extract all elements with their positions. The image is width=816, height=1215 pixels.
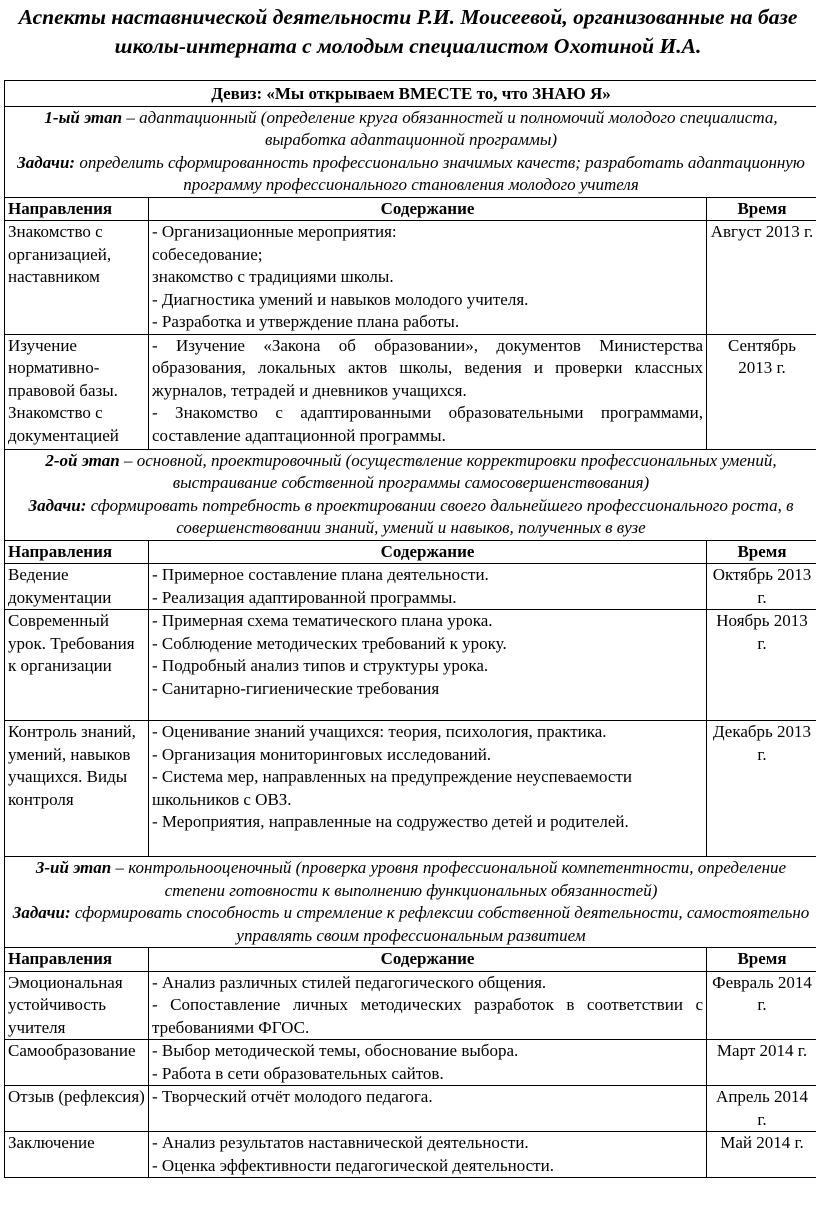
- header-row: [5, 948, 816, 972]
- content-cell: [149, 610, 707, 721]
- content-item: - Знакомство с адаптированными образовательными программами, составление адаптационной программы.: [152, 402, 703, 447]
- content-item: - Примерная схема тематического плана урока.: [152, 610, 703, 633]
- stage-text: – адаптационный (определение круга обязанностей и полномочий молодого специалиста, выработка адаптационной программы): [122, 108, 778, 150]
- stage-text: – контрольнооценочный (проверка уровня профессиональной компетентности, определение степени готовности к выполнению функциональных обязанностей): [111, 858, 786, 900]
- content-item: - Выбор методической темы, обоснование выбора.: [152, 1040, 703, 1063]
- time-cell: Август 2013 г.: [707, 221, 816, 335]
- direction-cell: Ведение документации: [5, 564, 149, 610]
- content-item: - Реализация адаптированной программы.: [152, 587, 703, 610]
- content-item: - Сопоставление личных методических разработок в соответствии с требованиями ФГОС.: [152, 994, 703, 1039]
- content-item: - Организационные мероприятия:: [152, 221, 703, 244]
- stage-description: [5, 106, 816, 197]
- direction-cell: Отзыв (рефлексия): [5, 1086, 149, 1132]
- content-item: - Анализ различных стилей педагогического общения.: [152, 972, 703, 995]
- content-subitem: знакомство с традициями школы.: [152, 266, 703, 289]
- content-item: - Изучение «Закона об образовании», документов Министерства образования, локальных актов школы, ведения и проверки классных журналов, тетрадей и дневников учащихся.: [152, 335, 703, 403]
- stage-row: [5, 857, 816, 948]
- tasks-text: сформировать способность и стремление к рефлексии собственной деятельности, самостоятельно управлять своим профессиональным развитием: [71, 903, 810, 945]
- content-item: - Санитарно-гигиенические требования: [152, 678, 703, 701]
- direction-cell: Эмоциональная устойчивость учителя: [5, 971, 149, 1040]
- header-time: Время: [707, 540, 816, 564]
- stage-row: [5, 449, 816, 540]
- content-item: - Работа в сети образовательных сайтов.: [152, 1063, 703, 1086]
- content-item: - Мероприятия, направленные на содружество детей и родителей.: [152, 811, 703, 834]
- content-item: - Творческий отчёт молодого педагога.: [152, 1086, 703, 1109]
- header-directions: Направления: [5, 197, 149, 221]
- direction-cell: Самообразование: [5, 1040, 149, 1086]
- header-content: Содержание: [149, 948, 707, 972]
- time-cell: Февраль 2014 г.: [707, 971, 816, 1040]
- content-cell: [149, 721, 707, 857]
- table-row: [5, 971, 816, 1040]
- content-cell: [149, 221, 707, 335]
- tasks-label: Задачи:: [28, 496, 86, 515]
- content-item: - Оценивание знаний учащихся: теория, психология, практика.: [152, 721, 703, 744]
- stage-description: [5, 857, 816, 948]
- time-cell: Октябрь 2013 г.: [707, 564, 816, 610]
- content-item: - Система мер, направленных на предупреждение неуспеваемости школьников с ОВЗ.: [152, 766, 703, 811]
- stage-name: 2-ой этап: [45, 451, 119, 470]
- content-cell: [149, 334, 707, 449]
- stage-description: [5, 449, 816, 540]
- tasks-text: сформировать потребность в проектировании своего дальнейшего профессионального роста, в совершенствовании знаний, умений и навыков, полученных в вузе: [86, 496, 793, 538]
- content-cell: [149, 564, 707, 610]
- direction-cell: Знакомство с организацией, наставником: [5, 221, 149, 335]
- content-item: - Подробный анализ типов и структуры урока.: [152, 655, 703, 678]
- header-directions: Направления: [5, 948, 149, 972]
- header-time: Время: [707, 948, 816, 972]
- stage-text: – основной, проектировочный (осуществление корректировки профессиональных умений, выстраивание собственной программы самосовершенствования): [120, 451, 777, 493]
- direction-cell: Изучение нормативно-правовой базы. Знакомство с документацией: [5, 334, 149, 449]
- content-item: - Анализ результатов наставнической деятельности.: [152, 1132, 703, 1155]
- time-cell: Май 2014 г.: [707, 1132, 816, 1178]
- direction-cell: Современный урок. Требования к организации: [5, 610, 149, 721]
- header-row: [5, 540, 816, 564]
- time-cell: Ноябрь 2013 г.: [707, 610, 816, 721]
- tasks-label: Задачи:: [13, 903, 71, 922]
- direction-cell: Заключение: [5, 1132, 149, 1178]
- tasks-text: определить сформированность профессионально значимых качеств; разработать адаптационную программу профессионального становления молодого учителя: [75, 153, 805, 195]
- motto-row: [5, 81, 816, 107]
- stage-name: 3-ий этап: [36, 858, 111, 877]
- content-cell: [149, 1040, 707, 1086]
- stage-row: [5, 106, 816, 197]
- table-row: [5, 1086, 816, 1132]
- time-cell: Сентябрь 2013 г.: [707, 334, 816, 449]
- time-cell: Декабрь 2013 г.: [707, 721, 816, 857]
- header-content: Содержание: [149, 197, 707, 221]
- content-item: - Диагностика умений и навыков молодого учителя.: [152, 289, 703, 312]
- table-row: [5, 1040, 816, 1086]
- content-item: - Разработка и утверждение плана работы.: [152, 311, 703, 334]
- stage-name: 1-ый этап: [44, 108, 122, 127]
- table-row: [5, 221, 816, 335]
- table-row: [5, 334, 816, 449]
- page-title: Аспекты наставнической деятельности Р.И. Моисеевой, организованные на базе школы-интерната с молодым специалистом Охотиной И.А.: [8, 3, 808, 61]
- direction-cell: Контроль знаний, умений, навыков учащихся. Виды контроля: [5, 721, 149, 857]
- motto: Девиз: «Мы открываем ВМЕСТЕ то, что ЗНАЮ Я»: [5, 81, 816, 107]
- header-time: Время: [707, 197, 816, 221]
- time-cell: Март 2014 г.: [707, 1040, 816, 1086]
- content-cell: [149, 1086, 707, 1132]
- content-item: - Соблюдение методических требований к уроку.: [152, 633, 703, 656]
- time-cell: Апрель 2014 г.: [707, 1086, 816, 1132]
- content-cell: [149, 971, 707, 1040]
- mentoring-table: [4, 80, 816, 1178]
- table-row: [5, 721, 816, 857]
- table-row: [5, 1132, 816, 1178]
- header-row: [5, 197, 816, 221]
- content-item: - Примерное составление плана деятельности.: [152, 564, 703, 587]
- content-cell: [149, 1132, 707, 1178]
- header-content: Содержание: [149, 540, 707, 564]
- table-row: [5, 564, 816, 610]
- header-directions: Направления: [5, 540, 149, 564]
- content-subitem: собеседование;: [152, 244, 703, 267]
- content-item: - Оценка эффективности педагогической деятельности.: [152, 1155, 703, 1178]
- tasks-label: Задачи:: [17, 153, 75, 172]
- content-item: - Организация мониторинговых исследований.: [152, 744, 703, 767]
- table-row: [5, 610, 816, 721]
